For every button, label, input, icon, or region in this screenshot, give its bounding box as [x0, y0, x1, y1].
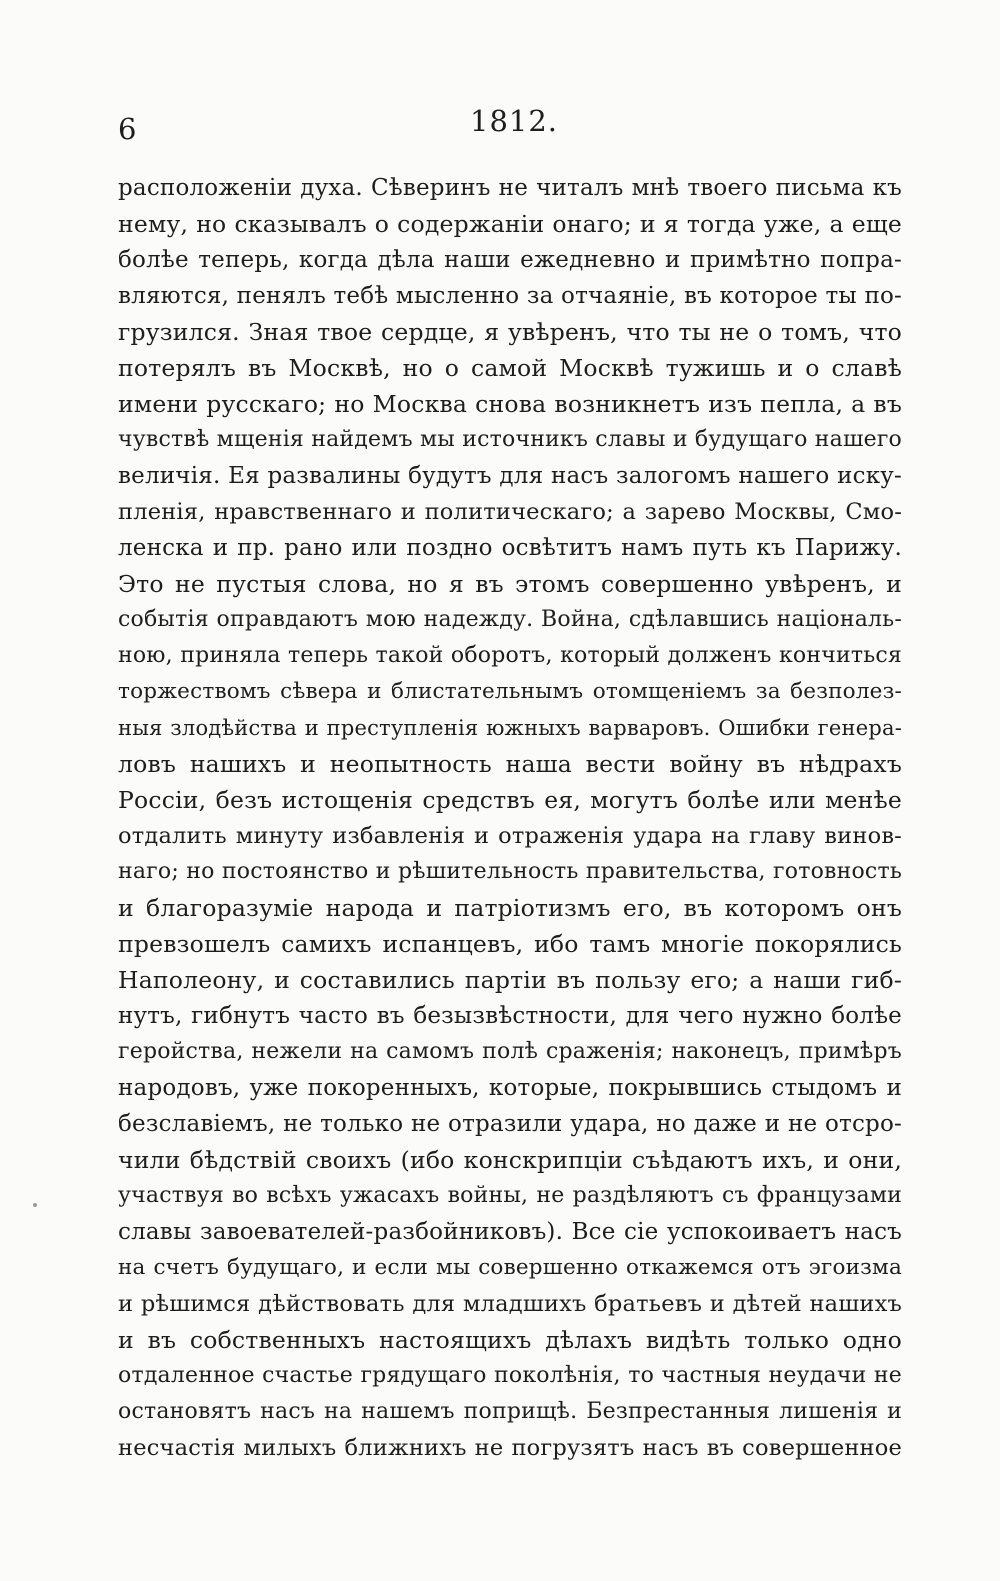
- text-line: участвуя во всѣхъ ужасахъ войны, не раздѣляютъ съ французами: [118, 1183, 902, 1208]
- text-line: ныя злодѣйства и преступленiя южныхъ варваровъ. Ошибки генера-: [118, 716, 902, 740]
- paper-speck: [33, 1203, 37, 1207]
- text-line: торжествомъ сѣвера и блистательнымъ отомщенiемъ за безполез-: [118, 679, 902, 704]
- text-line: и рѣшимся дѣйствовать для младшихъ братьевъ и дѣтей нашихъ: [118, 1291, 902, 1317]
- text-line: вляются, пенялъ тебѣ мысленно за отчаянiе, въ которое ты по-: [118, 283, 902, 309]
- text-line: несчастiя милыхъ ближнихъ не погрузятъ насъ въ совершенное: [118, 1435, 902, 1461]
- running-title: 1812.: [470, 104, 559, 138]
- text-line: отдалить минуту избавленiя и отраженiя удара на главу винов-: [118, 823, 902, 849]
- text-line: чувствѣ мщенiя найдемъ мы источникъ славы и будущаго нашего: [118, 427, 902, 452]
- text-line: отдаленное счастье грядущаго поколѣнiя, то частныя неудачи не: [118, 1363, 902, 1388]
- text-line: на счетъ будущаго, и если мы совершенно откажемся отъ эгоизма: [118, 1255, 902, 1280]
- text-line: событiя оправдаютъ мою надежду. Война, сдѣлавшись нацiональ-: [118, 607, 902, 632]
- text-line: и благоразумiе народа и патрiотизмъ его, въ которомъ онъ: [118, 894, 902, 922]
- text-line: народовъ, уже покоренныхъ, которые, покрывшись стыдомъ и: [118, 1075, 902, 1101]
- text-line: геройства, нежели на самомъ полѣ сраженiя; наконецъ, примѣръ: [118, 1039, 902, 1064]
- text-line: имени русскаго; но Москва снова возникнетъ изъ пепла, а въ: [118, 390, 902, 418]
- text-line: ловъ нашихъ и неопытность наша вести войну въ нѣдрахъ: [118, 750, 902, 778]
- text-line: ною, приняла теперь такой оборотъ, который долженъ кончиться: [118, 643, 902, 668]
- text-line: нутъ, гибнутъ часто въ безызвѣстности, для чего нужно болѣе: [118, 1003, 902, 1029]
- text-line: чили бѣдствiй своихъ (ибо конскрипцiи съѣдаютъ ихъ, и они,: [118, 1146, 902, 1174]
- text-line: расположенiи духа. Сѣверинъ не читалъ мнѣ твоего письма къ: [118, 175, 902, 201]
- text-line: болѣе теперь, когда дѣла наши ежедневно и примѣтно попра-: [118, 247, 902, 273]
- text-line: Наполеону, и составились партiи въ пользу его; а наши гиб-: [118, 966, 902, 994]
- text-line: остановятъ насъ на нашемъ поприщѣ. Безпрестанныя лишенiя и: [118, 1399, 902, 1424]
- page-header: [118, 104, 918, 144]
- text-line: Россiи, безъ истощенiя средствъ ея, могутъ болѣе или менѣе: [118, 786, 902, 814]
- text-line: грузился. Зная твое сердце, я увѣренъ, что ты не о томъ, что: [118, 318, 902, 346]
- text-line: потерялъ въ Москвѣ, но о самой Москвѣ тужишь и о славѣ: [118, 354, 902, 382]
- text-line: превзошелъ самихъ испанцевъ, ибо тамъ многiе покорялись: [118, 930, 902, 958]
- page-number: 6: [118, 112, 137, 146]
- text-line: и въ собственныхъ настоящихъ дѣлахъ видѣть только одно: [118, 1326, 902, 1354]
- body-text: [118, 170, 902, 1466]
- text-line: величiя. Ея развалины будутъ для насъ залогомъ нашего иску-: [118, 463, 902, 489]
- text-line: наго; но постоянство и рѣшительность правительства, готовность: [118, 859, 902, 884]
- text-line: пленiя, нравственнаго и политическаго; а зарево Москвы, Смо-: [118, 499, 902, 525]
- text-line: ленска и пр. рано или поздно освѣтитъ намъ путь къ Парижу.: [118, 535, 902, 561]
- text-line: безславiемъ, не только не отразили удара, но даже и не отсро-: [118, 1111, 902, 1137]
- text-line: Это не пустыя слова, но я въ этомъ совершенно увѣренъ, и: [118, 570, 902, 598]
- text-line: нему, но сказывалъ о содержанiи онаго; и я тогда уже, а еще: [118, 210, 902, 238]
- text-line: славы завоевателей-разбойниковъ). Все сiе успокоиваетъ насъ: [118, 1219, 902, 1245]
